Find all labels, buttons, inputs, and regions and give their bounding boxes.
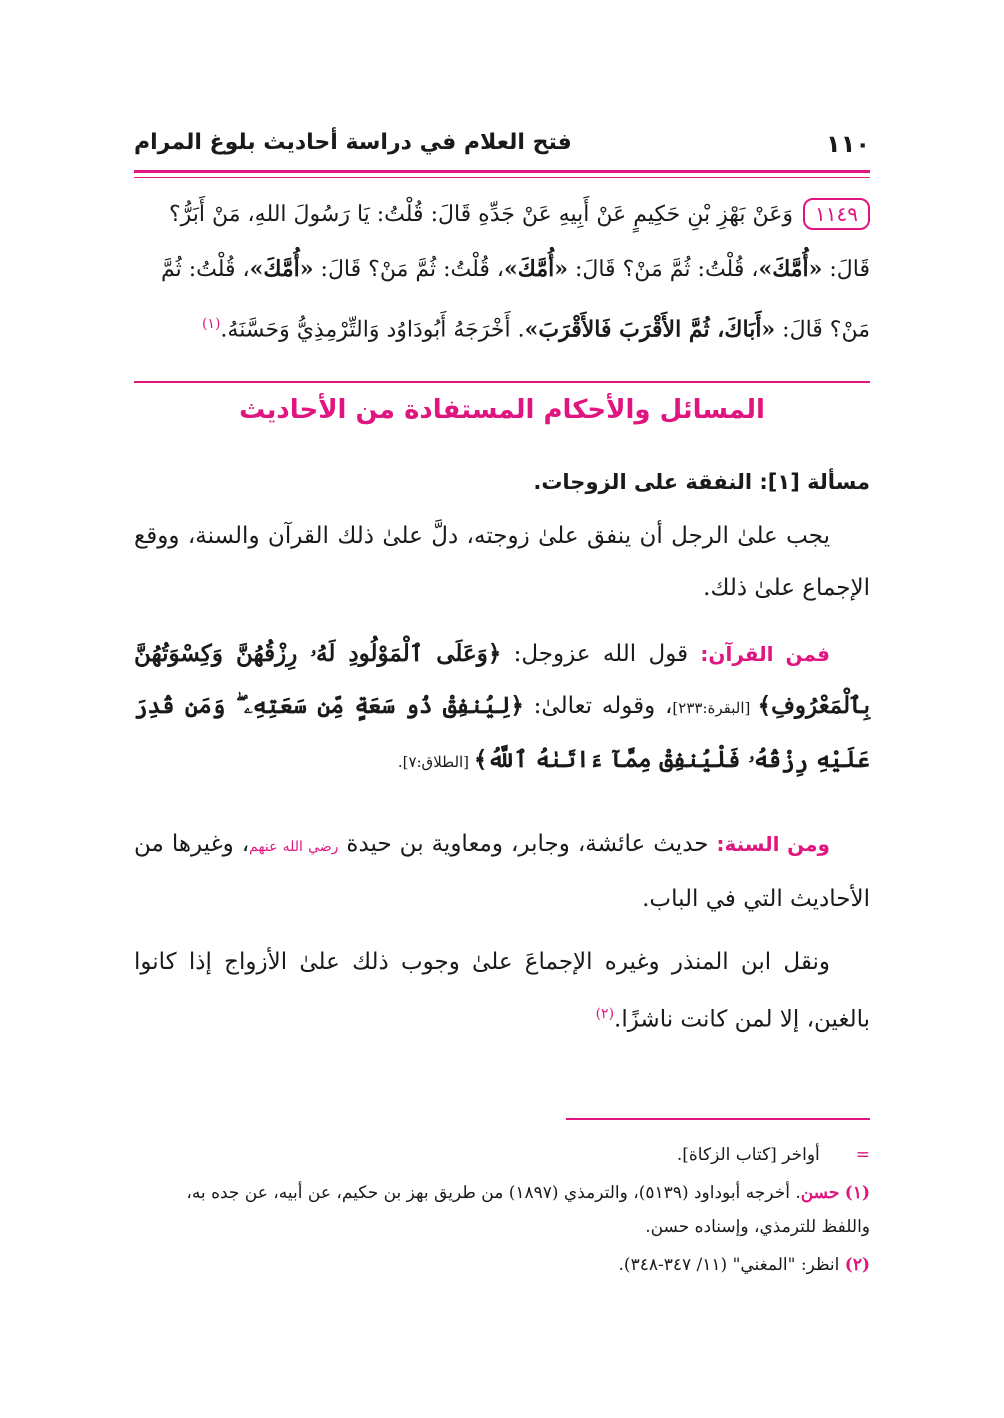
- footnote-2: [134, 1248, 870, 1282]
- paragraph-consensus: [134, 936, 870, 1046]
- issue-title: النفقة على الزوجات.: [533, 470, 753, 494]
- paragraph-text: ، وغيرها من الأحاديث التي في الباب.: [134, 831, 870, 912]
- hadith-quote: «أَبَاكَ، ثُمَّ الأَقْرَبَ فَالأَقْرَبَ»: [524, 316, 776, 343]
- footnote-1-text: . أخرجه أبوداود (٥١٣٩)، والترمذي (١٨٩٧) من طريق بهز بن حكيم، عن أبيه، عن جده به، واللفظ للترمذي، وإسناده حسن.: [186, 1183, 870, 1237]
- continuation-marker: =: [855, 1145, 870, 1165]
- paragraph-quran-evidence: [134, 628, 870, 788]
- hadith-text-part: ، قُلْتُ: ثُمَّ مَنْ؟ قَالَ:: [567, 257, 759, 282]
- verse-reference-1: [البقرة:٢٣٣]: [672, 699, 758, 717]
- hadith-text-part: وَعَنْ بَهْزِ بْنِ حَكِيمٍ عَنْ أَبِيهِ عَنْ جَدِّهِ قَالَ: قُلْتُ: يَا رَسُولَ اللهِ، مَنْ أَبَرُّ؟ قَالَ:: [168, 202, 870, 282]
- hadith-quote: «أُمَّكَ»: [249, 256, 314, 282]
- continuation-text: أواخر [كتاب الزكاة].: [676, 1145, 820, 1165]
- paragraph-text: حديث عائشة، وجابر، ومعاوية بن حيدة: [338, 831, 717, 857]
- footnote-ref-2[interactable]: (٢): [595, 1006, 615, 1022]
- footnote-1-grade: حسن: [800, 1183, 840, 1203]
- lead-sunnah: ومن السنة:: [716, 832, 830, 856]
- lead-quran: فمن القرآن:: [700, 642, 830, 666]
- section-rule: [134, 381, 870, 383]
- footnote-continuation: [134, 1138, 870, 1172]
- quran-verse-2: ﴿لِيُنفِقْ ذُو سَعَةٍ مِّن سَعَتِهِۦ ۖ وَمَن قُدِرَ عَلَيْهِ رِزْقُهُۥ فَلْيُنفِقْ مِمَّآ ءَاتَىٰهُ ٱللَّهُ﴾: [134, 692, 870, 773]
- honorific-mark: رضي الله عنهم: [249, 839, 339, 855]
- hadith-number-badge: ١١٤٩: [803, 198, 870, 230]
- hadith-quote: «أُمَّكَ»: [504, 256, 568, 282]
- footnote-rule: [566, 1118, 870, 1120]
- hadith-text-part: ، قُلْتُ: ثُمَّ مَنْ؟ قَالَ:: [160, 257, 870, 343]
- hadith-text: [134, 188, 870, 357]
- running-header: [134, 126, 870, 166]
- hadith-text-part: ، قُلْتُ: ثُمَّ مَنْ؟ قَالَ:: [313, 257, 505, 282]
- paragraph-obligation: يجب علىٰ الرجل أن ينفق علىٰ زوجته، دلَّ علىٰ ذلك القرآن والسنة، ووقع الإجماع علىٰ ذلك.: [134, 523, 870, 601]
- book-title: فتح العلام في دراسة أحاديث بلوغ المرام: [134, 130, 572, 155]
- verse-reference-2: [الطلاق:٧].: [397, 753, 474, 771]
- section-title: المسائل والأحكام المستفادة من الأحاديث: [239, 395, 765, 425]
- page-number: ١١٠: [826, 130, 870, 158]
- footnote-ref-1[interactable]: (١): [201, 316, 221, 332]
- header-rule-thick: [134, 170, 870, 173]
- paragraph-text: قول الله عزوجل:: [501, 641, 701, 667]
- footnote-1: [134, 1176, 870, 1244]
- issue-label: مسألة [١]:: [759, 470, 870, 494]
- paragraph-sunnah-evidence: [134, 818, 870, 925]
- hadith-text-part: . أَخْرَجَهُ أَبُودَاوُد وَالتِّرْمِذِيُّ وَحَسَّنَهُ.: [220, 317, 525, 343]
- paragraph-text: ونقل ابن المنذر وغيره الإجماعَ علىٰ وجوب ذلك علىٰ الأزواج إذا كانوا بالغين، إلا لمن كانت ناشزًا.: [134, 949, 870, 1033]
- footnote-1-number: (١): [844, 1183, 870, 1203]
- issue-heading: [134, 470, 870, 494]
- footnote-2-text: انظر: "المغني" (١١/ ٣٤٧-٣٤٨).: [618, 1255, 840, 1275]
- hadith-quote: «أُمَّكَ»: [758, 256, 823, 282]
- paragraph-text: ، وقوله تعالىٰ:: [523, 693, 673, 719]
- header-rule-thin: [134, 177, 870, 178]
- footnotes: [134, 1138, 870, 1286]
- footnote-2-number: (٢): [844, 1255, 870, 1275]
- quran-verse-1: ﴿وَعَلَى ٱلْمَوْلُودِ لَهُۥ رِزْقُهُنَّ وَكِسْوَتُهُنَّ بِٱلْمَعْرُوفِ﴾: [134, 640, 870, 719]
